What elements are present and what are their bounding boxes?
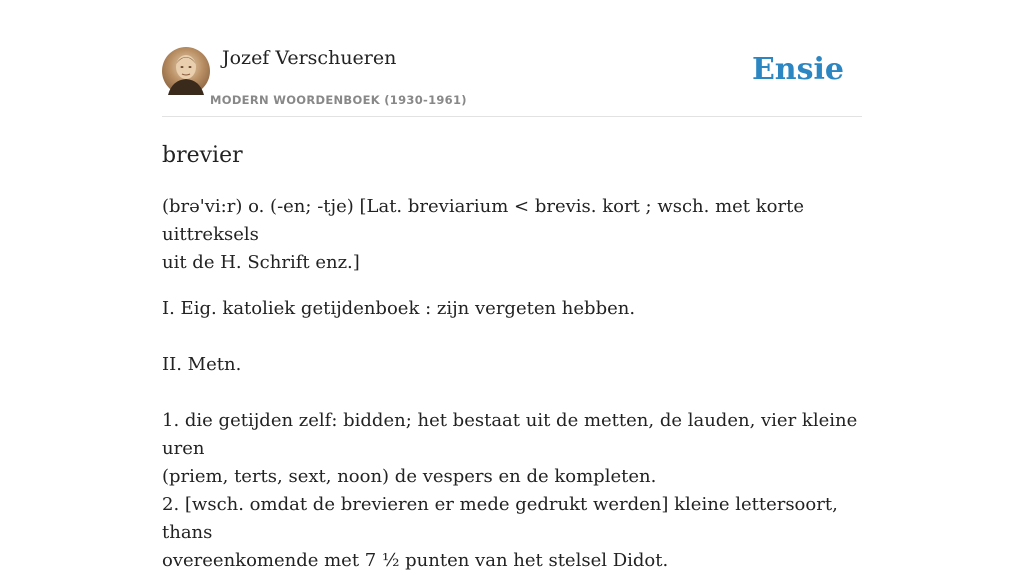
source-label[interactable]: MODERN WOORDENBOEK (1930-1961) <box>210 93 467 107</box>
headword: brevier <box>162 143 243 168</box>
subsense-line: 2. [wsch. omdat de brevieren er mede gedrukt werden] kleine lettersoort, thans <box>162 494 838 543</box>
portrait-image <box>162 47 210 95</box>
subsense-line: (priem, terts, sext, noon) de vespers en de kompleten. <box>162 466 657 487</box>
etymology <box>162 193 862 277</box>
subsense-line: 1. die getijden zelf: bidden; het bestaat uit de metten, de lauden, vier kleine uren <box>162 410 858 459</box>
author-avatar[interactable] <box>162 47 210 95</box>
subsense-line: overeenkomende met 7 ½ punten van het stelsel Didot. <box>162 550 669 571</box>
sense-literal: I. Eig. katoliek getijdenboek : zijn vergeten hebben. <box>162 298 636 319</box>
entry-header <box>162 0 862 117</box>
page <box>162 0 862 571</box>
subsense-1 <box>162 407 862 491</box>
blank-line <box>162 379 862 407</box>
definition <box>162 295 862 575</box>
author-name[interactable]: Jozef Verschueren <box>222 47 397 69</box>
etymology-line: (brə'vi:r) o. (-en; -tje) [Lat. breviarium < brevis. kort ; wsch. met korte uittreksels <box>162 196 804 245</box>
blank-line <box>162 323 862 351</box>
subsense-2 <box>162 491 862 575</box>
ensie-logo[interactable]: Ensie <box>751 52 844 87</box>
sense-figurative: II. Metn. <box>162 354 242 375</box>
etymology-line: uit de H. Schrift enz.] <box>162 252 360 273</box>
